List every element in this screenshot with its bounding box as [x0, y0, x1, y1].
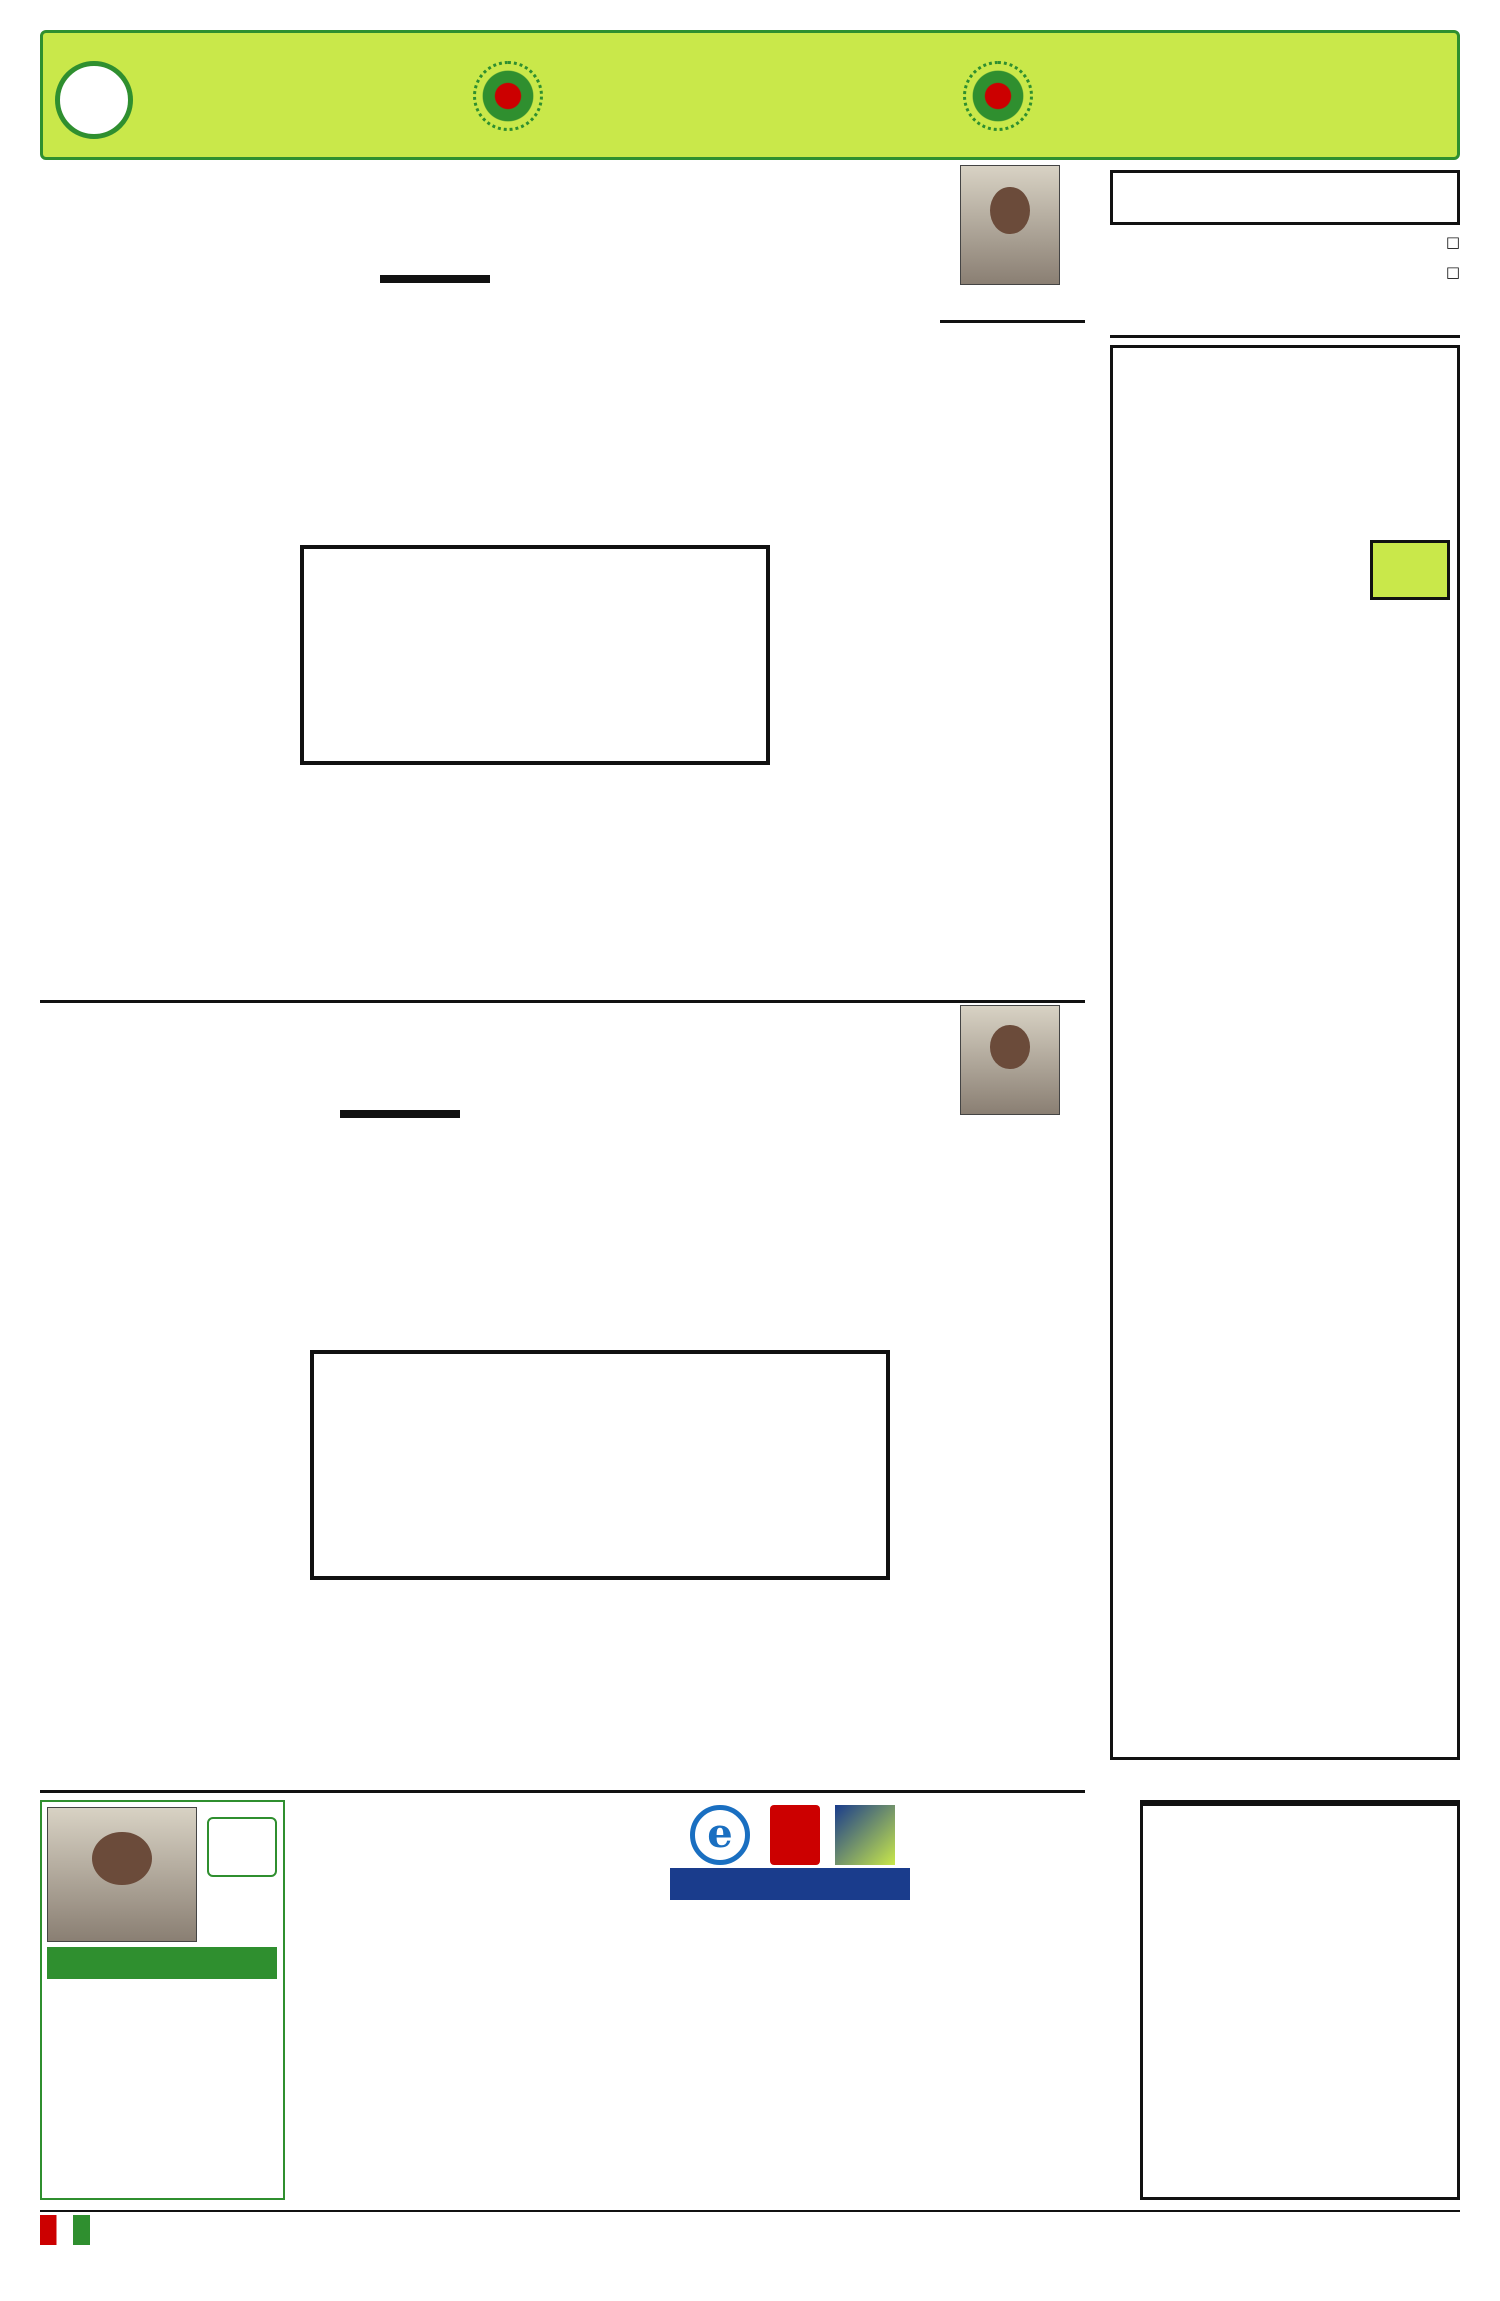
article1-body-bottom — [40, 775, 930, 970]
quill-icon — [835, 1805, 895, 1865]
sidebar-tag — [1370, 540, 1450, 600]
flag-icon — [40, 2215, 90, 2245]
article1-headline — [40, 170, 1085, 260]
mailbox-icon — [770, 1805, 820, 1865]
quote-item — [1110, 260, 1460, 284]
mirasalat-body — [670, 1935, 910, 2100]
flower-emblem-icon — [473, 61, 543, 131]
article2-body-top — [40, 1110, 1085, 1340]
obituary-box — [1140, 1800, 1460, 2200]
page-title-urdu — [1057, 43, 1417, 153]
aaina-label — [207, 1817, 277, 1877]
email-e-icon: e — [690, 1805, 750, 1865]
article2-headline — [40, 1010, 940, 1100]
footer-divider — [40, 2210, 1460, 2212]
divider — [1110, 335, 1460, 338]
quotes-title-box — [1110, 170, 1460, 225]
page-number-badge — [55, 61, 133, 139]
flower-emblem-icon — [963, 61, 1033, 131]
divider — [40, 1000, 1085, 1003]
poet-photo — [47, 1807, 197, 1942]
masthead — [40, 30, 1460, 160]
quote-item — [1110, 230, 1460, 254]
mirasalat-title — [670, 1868, 910, 1900]
article2-body-right — [900, 1350, 1085, 1580]
divider — [40, 1790, 1085, 1793]
aaina-verse — [50, 1987, 278, 2192]
mirasalat-body-end — [670, 2170, 910, 2200]
article2-body-bottom — [40, 1590, 1085, 1760]
mirasalat-body-right — [920, 1800, 1130, 2200]
article1-section-tag — [380, 275, 490, 283]
author-photo — [960, 1005, 1060, 1115]
aaina-box — [40, 1800, 285, 2200]
author-photo — [960, 165, 1060, 285]
article1-body-right — [940, 360, 1085, 1030]
obituary-body — [1143, 1806, 1457, 2146]
sidebar-body — [1125, 615, 1450, 1715]
article2-pull-quote — [310, 1350, 890, 1580]
article1-body-mid — [780, 545, 930, 765]
column3-body — [295, 1800, 660, 2200]
quotes-list — [1110, 230, 1460, 290]
article1-body-top — [40, 275, 935, 535]
article2-body-left — [40, 1350, 300, 1580]
sidebar-body-lead — [1125, 540, 1365, 610]
section-label-block — [623, 53, 883, 59]
poet-name — [47, 1947, 277, 1979]
article1-body-left — [40, 545, 290, 765]
mirasalat-banner — [670, 1800, 910, 1910]
article1-pull-quote — [300, 545, 770, 765]
divider — [940, 320, 1085, 323]
newspaper-logo — [153, 53, 353, 153]
